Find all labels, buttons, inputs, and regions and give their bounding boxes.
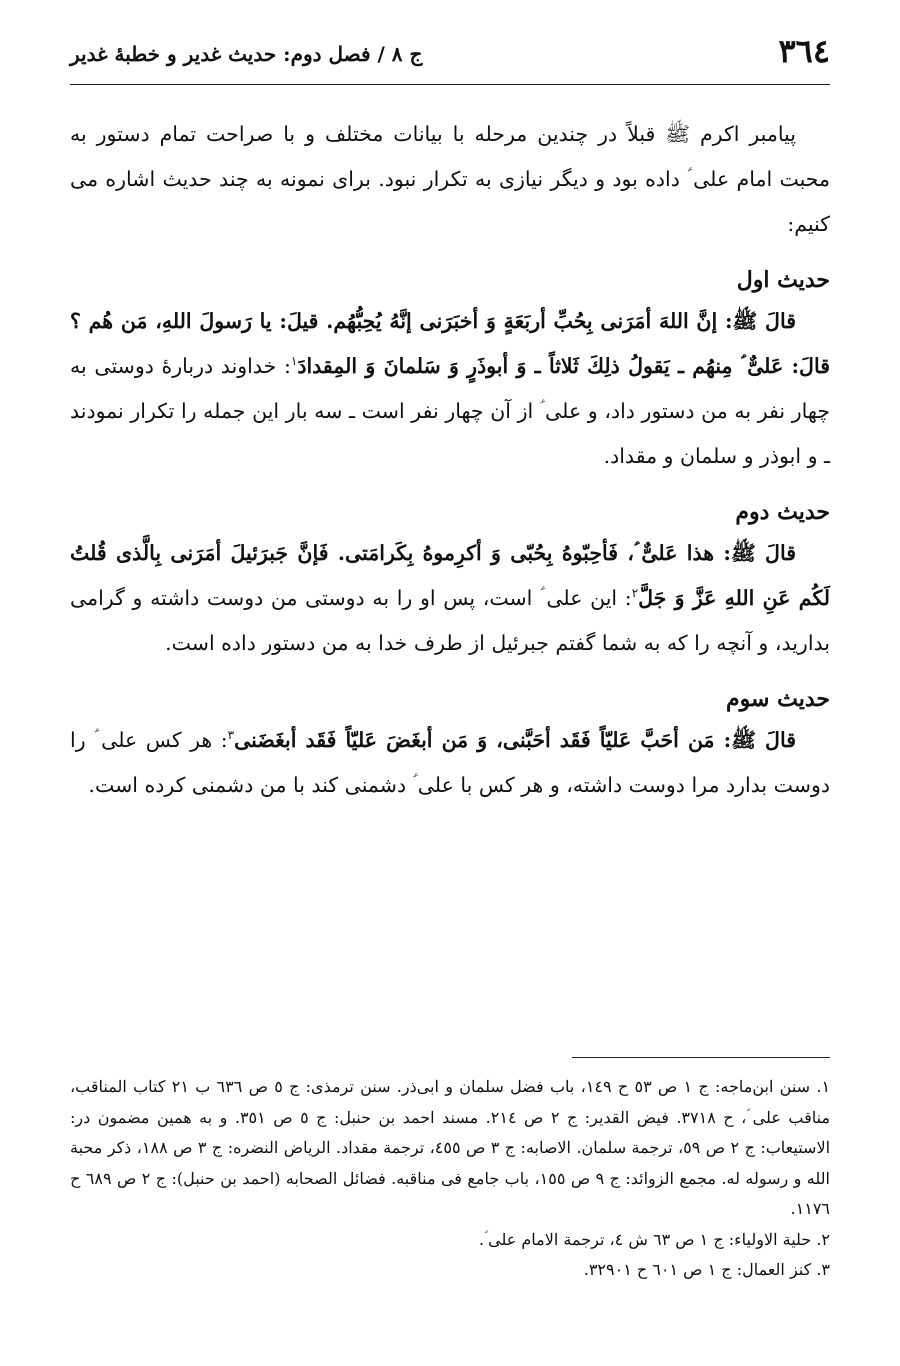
footnote-2: ٢. حلية الاولياء: ج ١ ص ٦٣ ش ٤، ترجمة الامام على ؑ. [479, 1229, 830, 1249]
hadith-1-title: حديث اول [736, 267, 830, 293]
footnote-divider [572, 1057, 830, 1058]
hadith-3-paragraph [70, 718, 830, 808]
hadith-3-translation: : هر كس على ؑ را دوست بدارد مرا دوست داشته، و هر كس با على ؑ دشمنى كند با من دشمنى كرده است. [70, 728, 830, 797]
hadith-3-arabic: قالَ ﷺ: مَن أحَبَّ عَليّاً فَقَد أحَبَّنى، وَ مَن أبغَضَ عَليّاً فَقَد أبغَضَنى [234, 728, 796, 752]
footnote-1: ١. سنن ابن‌ماجه: ج ١ ص ٥٣ ح ١٤٩، باب فضل سلمان و ابى‌ذر. سنن ترمذى: ج ٥ ص ٦٣٦ ب ٢١ كتاب المناقب، مناقب على ؑ، ح ٣٧١٨. فيض القدير: ج ٢ ص ٢١٤. مسند احمد بن حنبل: ج ٥ ص ٣٥١. و به همين مضمون در: الاستيعاب: ج ٢ ص ٥٩، ترجمة سلمان. الاصابه: ج ٣ ص ٤٥٥، ترجمة مقداد. الرياض النضره: ج ٣ ص ١٨٨، ذكر محبة الله و رسوله له. مجمع الزوائد: ج ٩ ص ١٥٥، باب جامع فى مناقبه. فضائل الصحابه (احمد بن حنبل): ج ٢ ص ٦٨٩ ح ١١٧٦. [70, 1077, 831, 1218]
page-body [70, 112, 830, 808]
page-number: ٣٦٤ [778, 32, 830, 70]
footnote-ref-3[interactable]: ٣ [227, 728, 235, 743]
running-title: ج ٨ / فصل دوم: حديث غدير و خطبهٔ غدير [70, 42, 423, 66]
hadith-3-title: حديث سوم [726, 686, 830, 712]
hadith-1-paragraph [70, 299, 830, 479]
hadith-2-arabic: قالَ ﷺ: هذا عَلىٌّ ؑ، فَأحِبّوهُ بِحُبّى وَ أكرِموهُ بِكَرامَتى. فَإنَّ جَبرَئيلَ أمَرَنى بِالَّذى قُلتُ لَكُم عَنِ اللهِ عَزَّ وَ جَلَّ [70, 541, 831, 610]
intro-paragraph [70, 112, 830, 247]
intro-text: پيامبر اكرم ﷺ قبلاً در چندين مرحله با بيانات مختلف و با صراحت تمام دستور به محبت امام على ؑ داده بود و ديگر نيازى به تكرار نبود. براى نمونه به چند حديث اشاره مى كنيم: [70, 122, 830, 236]
header-divider [70, 84, 830, 85]
hadith-2-translation: : اين على ؑ است، پس او را به دوستى من دوست داشته و گرامى بداريد، و آنچه را كه به شما گفتم جبرئيل از طرف خدا به من دستور داده است. [70, 586, 830, 655]
hadith-1-translation: : خداوند دربارهٔ دوستى به چهار نفر به من دستور داد، و على ؑ از آن چهار نفر است ـ سه بار اين جمله را تكرار نمودند ـ و ابوذر و سلمان و مقداد. [70, 354, 830, 468]
footnote-ref-2[interactable]: ٢ [631, 586, 639, 601]
hadith-1-arabic: قالَ ﷺ: إنَّ اللهَ أمَرَنى بِحُبِّ أربَعَةٍ وَ أخبَرَنى إنَّهُ يُحِبُّهُم. قيلَ: يا رَسولَ اللهِ، مَن هُم ؟ قالَ: عَلىٌّ ؑ مِنهُم ـ يَقولُ ذلِكَ ثَلاثاً ـ وَ أبوذَرٍ وَ سَلمانَ وَ المِقدادَ [70, 309, 830, 378]
hadith-2-paragraph [70, 531, 830, 666]
footnotes [70, 1072, 830, 1286]
page-header [70, 28, 830, 78]
footnote-3: ٣. كنز العمال: ج ١ ص ٦٠١ ح ٣٢٩٠١. [583, 1260, 830, 1279]
hadith-2-title: حديث دوم [735, 499, 830, 525]
footnote-ref-1[interactable]: ١ [290, 354, 298, 369]
